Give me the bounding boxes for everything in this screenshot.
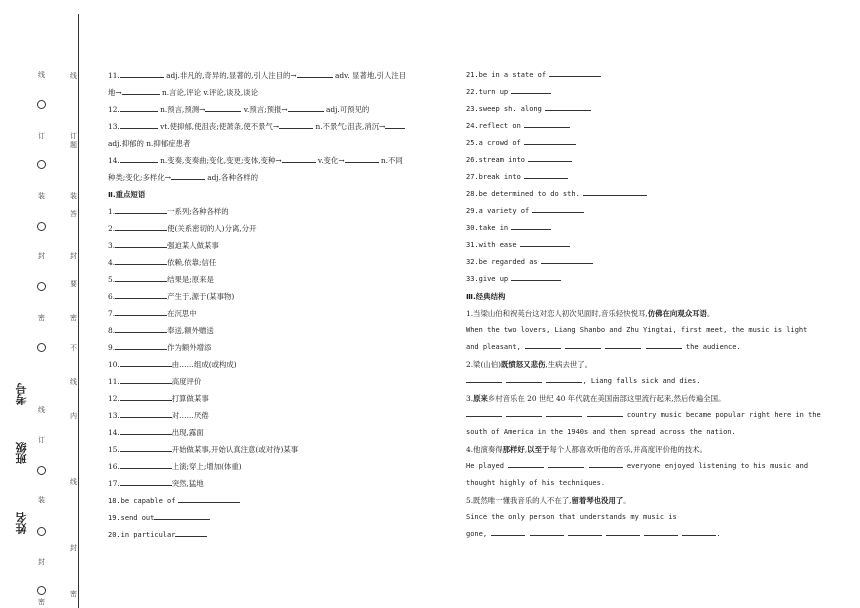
section-heading-phrases: Ⅱ.重点短语 bbox=[108, 190, 146, 199]
phrase-item: 16. 上演;穿上;增加(体重) bbox=[108, 462, 242, 471]
vocab-line-11: 11. adj.非凡的,奇异的,显著的,引人注目的→ adv. 显著地,引人注目 bbox=[108, 71, 407, 80]
answer-blank[interactable] bbox=[120, 69, 164, 78]
answer-blank[interactable] bbox=[178, 494, 240, 503]
binding-hole bbox=[37, 282, 46, 291]
answer-blank[interactable] bbox=[546, 408, 582, 417]
binding-mark: 答 bbox=[70, 210, 77, 218]
answer-blank[interactable] bbox=[530, 527, 564, 536]
binding-hole bbox=[37, 527, 46, 536]
answer-blank[interactable] bbox=[297, 69, 333, 78]
vocab-line-13: 13. vt.使抑郁,使沮丧;使萧条,使不景气→ n.不景气;沮丧,消沉→ bbox=[108, 118, 453, 135]
binding-mark: 装 bbox=[38, 496, 45, 504]
answer-blank[interactable] bbox=[506, 374, 542, 383]
answer-blank[interactable] bbox=[546, 374, 582, 383]
answer-blank[interactable] bbox=[532, 204, 584, 213]
binding-mark: 密 bbox=[38, 598, 45, 606]
answer-blank[interactable] bbox=[511, 85, 551, 94]
phrase-list bbox=[108, 203, 453, 492]
binding-mark: 装 bbox=[38, 192, 45, 200]
binding-mark: 内 bbox=[70, 412, 77, 420]
sentence-3-cn: 3.原来乡村音乐在 20 世纪 40 年代就在美国南部这里流行起来,然后传遍全国。 bbox=[466, 394, 726, 403]
binding-mark: 装 bbox=[70, 192, 77, 200]
phrase-item: 24.reflect on bbox=[466, 118, 816, 135]
left-column bbox=[108, 67, 453, 543]
sentence-5-en: Since the only person that understands my music is bbox=[466, 513, 677, 521]
binding-mark: 订 bbox=[38, 132, 45, 140]
answer-blank[interactable] bbox=[466, 374, 502, 383]
sentence-4-cn: 4.他演奏得那样好,以至于每个人都喜欢听他的音乐,并高度评价他的技术。 bbox=[466, 445, 707, 454]
phrase-item: 8. 奉送,额外赠送 bbox=[108, 326, 214, 335]
answer-blank[interactable] bbox=[548, 459, 584, 468]
answer-blank[interactable] bbox=[115, 205, 167, 214]
phrase-item: 17. 突然,猛地 bbox=[108, 479, 204, 488]
answer-blank[interactable] bbox=[120, 103, 158, 112]
phrase-item: 18.be capable of bbox=[108, 492, 453, 509]
answer-blank[interactable] bbox=[120, 426, 172, 435]
answer-blank[interactable] bbox=[205, 103, 241, 112]
answer-blank[interactable] bbox=[115, 341, 167, 350]
answer-blank[interactable] bbox=[120, 443, 172, 452]
phrase-item: 21.be in a state of bbox=[466, 67, 816, 84]
binding-mark: 订 bbox=[70, 132, 77, 140]
answer-blank[interactable] bbox=[120, 409, 172, 418]
answer-blank[interactable] bbox=[282, 154, 316, 163]
answer-blank[interactable] bbox=[279, 120, 313, 129]
answer-blank[interactable] bbox=[568, 527, 602, 536]
right-column bbox=[466, 67, 821, 543]
binding-hole bbox=[37, 586, 46, 595]
answer-blank[interactable] bbox=[525, 340, 561, 349]
binding-mark: 封 bbox=[70, 544, 77, 552]
phrase-item: 20.in particular bbox=[108, 526, 453, 543]
binding-mark: 封 bbox=[38, 252, 45, 260]
vocab-line-14-cont: 种类;变化;多样化→ adj.各种各样的 bbox=[108, 173, 259, 182]
binding-mark: 密 bbox=[70, 314, 77, 322]
binding-mark: 线 bbox=[38, 71, 45, 79]
phrase-item: 9. 作为额外增添 bbox=[108, 343, 212, 352]
binding-line bbox=[78, 14, 79, 608]
answer-blank[interactable] bbox=[120, 120, 158, 129]
binding-mark: 密 bbox=[38, 314, 45, 322]
sentence-2-en: , Liang falls sick and dies. bbox=[466, 373, 816, 390]
binding-mark: 要 bbox=[70, 280, 77, 288]
vocab-line-14: 14. n.变奏,变奏曲;变化,变更;变体,变种→ v.变化→ n.不同 bbox=[108, 156, 403, 165]
binding-mark: 线 bbox=[38, 406, 45, 414]
phrase-item: 33.give up bbox=[466, 271, 816, 288]
phrase-item: 4. 依赖,依靠;信任 bbox=[108, 258, 217, 267]
binding-hole bbox=[37, 343, 46, 352]
binding-hole bbox=[37, 100, 46, 109]
answer-blank[interactable] bbox=[682, 527, 716, 536]
answer-blank[interactable] bbox=[115, 324, 167, 333]
phrase-item: 12. 打算做某事 bbox=[108, 394, 209, 403]
phrase-item: 10. 由……组成(或构成) bbox=[108, 360, 237, 369]
sentence-5-cn: 5.既然唯一懂我音乐的人不在了,留着琴也没用了。 bbox=[466, 496, 631, 505]
answer-blank[interactable] bbox=[120, 358, 172, 367]
phrase-list-continued bbox=[466, 67, 816, 288]
binding-mark: 封 bbox=[70, 252, 77, 260]
binding-hole bbox=[37, 466, 46, 475]
exam-number-label: 考号 bbox=[15, 383, 28, 405]
answer-blank[interactable] bbox=[511, 221, 551, 230]
answer-blank[interactable] bbox=[565, 340, 601, 349]
section-heading-structures: Ⅲ.经典结构 bbox=[466, 292, 506, 301]
binding-mark: 线 bbox=[70, 72, 77, 80]
binding-margin bbox=[0, 0, 80, 608]
binding-hole bbox=[37, 160, 46, 169]
sentence-3-en-cont: south of America in the 1940s and then spread across the nation. bbox=[466, 428, 736, 436]
phrase-item: 3. 强迫某人做某事 bbox=[108, 241, 219, 250]
answer-blank[interactable] bbox=[528, 153, 572, 162]
answer-blank[interactable] bbox=[171, 171, 205, 180]
answer-blank[interactable] bbox=[646, 340, 682, 349]
sentence-1-en: When the two lovers, Liang Shanbo and Zhu Yingtai, first meet, the music is light bbox=[466, 326, 808, 334]
binding-hole bbox=[37, 222, 46, 231]
answer-blank[interactable] bbox=[122, 86, 160, 95]
phrase-item: 15. 开始做某事,开始认真注意(或对待)某事 bbox=[108, 445, 299, 454]
phrase-item: 32.be regarded as bbox=[466, 254, 816, 271]
answer-blank[interactable] bbox=[154, 511, 210, 520]
binding-mark: 题 bbox=[70, 141, 77, 149]
sentence-4-en: He played everyone enjoyed listening to his music and bbox=[466, 458, 816, 475]
answer-blank[interactable] bbox=[511, 272, 561, 281]
answer-blank[interactable] bbox=[524, 136, 576, 145]
phrase-item: 26.stream into bbox=[466, 152, 816, 169]
phrase-item: 23.sweep sh. along bbox=[466, 101, 816, 118]
binding-mark: 密 bbox=[70, 590, 77, 598]
answer-blank[interactable] bbox=[605, 340, 641, 349]
answer-blank[interactable] bbox=[587, 408, 623, 417]
vocab-line-13-cont: adj.抑郁的 n.抑郁症患者 bbox=[108, 139, 191, 148]
sentence-3-en: country music became popular right here in the bbox=[466, 407, 816, 424]
sentence-5-en-cont: gone, . bbox=[466, 526, 816, 543]
answer-blank[interactable] bbox=[466, 408, 502, 417]
answer-blank[interactable] bbox=[115, 222, 167, 231]
answer-blank[interactable] bbox=[606, 527, 640, 536]
phrase-item: 29.a variety of bbox=[466, 203, 816, 220]
sentence-2-cn: 2.梁(山伯)既愤怒又悲伤,生病去世了。 bbox=[466, 360, 593, 369]
phrase-item: 11. 高度评价 bbox=[108, 377, 202, 386]
vocab-line-12: 12. n.预言,预测→ v.预言;预报→ adj.可预见的 bbox=[108, 105, 370, 114]
answer-blank[interactable] bbox=[115, 239, 167, 248]
phrase-item: 2. 使(关系密切的人)分离,分开 bbox=[108, 224, 257, 233]
answer-blank[interactable] bbox=[508, 459, 544, 468]
sentence-1-en-cont: and pleasant, the audience. bbox=[466, 339, 816, 356]
phrase-item: 19.send out bbox=[108, 509, 453, 526]
phrase-item: 5. 结果是;原来是 bbox=[108, 275, 214, 284]
answer-blank[interactable] bbox=[524, 119, 570, 128]
phrase-item: 27.break into bbox=[466, 169, 816, 186]
phrase-item: 7. 在沉思中 bbox=[108, 309, 197, 318]
answer-blank[interactable] bbox=[506, 408, 542, 417]
phrase-item: 6. 产生于,源于(某事物) bbox=[108, 292, 235, 301]
answer-blank[interactable] bbox=[120, 392, 172, 401]
answer-blank[interactable] bbox=[491, 527, 525, 536]
name-label: 姓名 bbox=[15, 512, 28, 534]
answer-blank[interactable] bbox=[115, 256, 167, 265]
answer-blank[interactable] bbox=[115, 290, 167, 299]
answer-blank[interactable] bbox=[175, 528, 207, 537]
binding-mark: 封 bbox=[38, 558, 45, 566]
phrase-item: 22.turn up bbox=[466, 84, 816, 101]
phrase-item: 14. 出现,露面 bbox=[108, 428, 204, 437]
vocab-line-11-cont: 地→ n.言论,评论 v.评论,谈及,谈论 bbox=[108, 88, 259, 97]
sentence-1-cn: 1.当梁山伯和祝英台这对恋人初次见面时,音乐轻快悦耳,仿佛在向观众耳语。 bbox=[466, 309, 715, 318]
answer-blank[interactable] bbox=[120, 460, 172, 469]
answer-blank[interactable] bbox=[524, 170, 568, 179]
answer-blank[interactable] bbox=[541, 255, 593, 264]
phrase-item: 30.take in bbox=[466, 220, 816, 237]
answer-blank[interactable] bbox=[120, 375, 172, 384]
binding-mark: 不 bbox=[70, 344, 77, 352]
phrase-item: 25.a crowd of bbox=[466, 135, 816, 152]
answer-blank[interactable] bbox=[115, 307, 167, 316]
answer-blank[interactable] bbox=[115, 273, 167, 282]
phrase-item: 31.with ease bbox=[466, 237, 816, 254]
phrase-item: 1. 一系列;各种各样的 bbox=[108, 207, 229, 216]
binding-mark: 订 bbox=[38, 436, 45, 444]
answer-blank[interactable] bbox=[345, 154, 379, 163]
answer-blank[interactable] bbox=[549, 68, 601, 77]
answer-blank[interactable] bbox=[385, 120, 405, 129]
answer-blank[interactable] bbox=[583, 187, 647, 196]
answer-blank[interactable] bbox=[120, 154, 158, 163]
answer-blank[interactable] bbox=[545, 102, 591, 111]
phrase-item: 13. 对……厌倦 bbox=[108, 411, 209, 420]
phrase-item: 28.be determined to do sth. bbox=[466, 186, 816, 203]
binding-mark: 线 bbox=[70, 478, 77, 486]
answer-blank[interactable] bbox=[120, 477, 172, 486]
answer-blank[interactable] bbox=[644, 527, 678, 536]
answer-blank[interactable] bbox=[589, 459, 623, 468]
answer-blank[interactable] bbox=[288, 103, 324, 112]
sentence-4-en-cont: thought highly of his techniques. bbox=[466, 479, 606, 487]
class-label: 班级 bbox=[15, 442, 28, 464]
binding-mark: 线 bbox=[70, 378, 77, 386]
answer-blank[interactable] bbox=[520, 238, 570, 247]
